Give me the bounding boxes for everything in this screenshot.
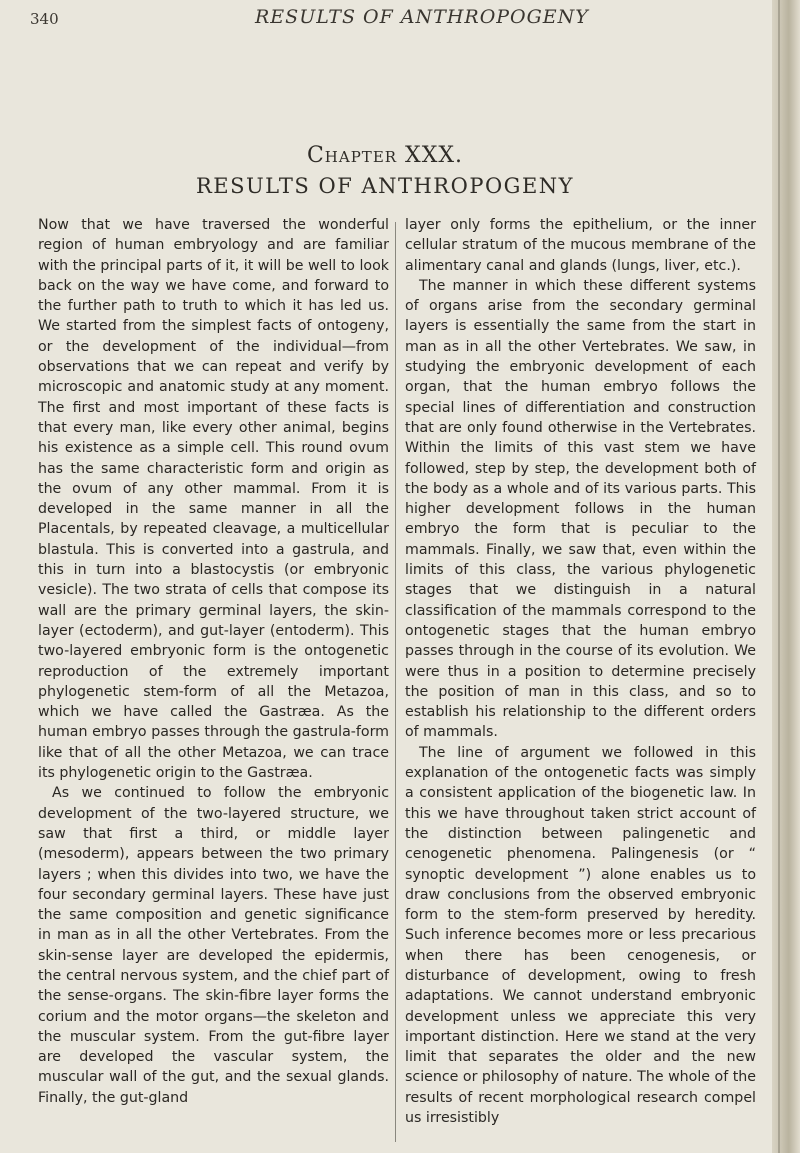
running-title: RESULTS OF ANTHROPOGENY [255, 6, 589, 28]
page-number: 340 [30, 10, 59, 28]
chapter-title: RESULTS OF ANTHROPOGENY [195, 174, 575, 198]
paragraph: As we continued to follow the embryonic development of the two-layered structure, we saw that first a third, or middle layer (mesoderm), appears between the two primary layers ; when this divides into two, we have the four secondary germinal layers. These have just the same composition and genetic significance in man as in all the other Vertebrates. From the skin-sense layer are developed the epidermis, the central nervous system, and the chief part of the sense-organs. The skin-fibre layer forms the corium and the motor organs—the skeleton and the muscular system. From the gut-fibre layer are developed the vascular system, the muscular wall of the gut, and the sexual glands. Finally, the gut-gland [38, 785, 389, 1106]
paragraph: The line of argument we followed in this explanation of the ontogenetic facts was simply a consistent application of the biogenetic law. In this we have throughout taken strict account of the distinction between palingenetic and cenogenetic phenomena. Palingenesis (or “ synoptic development ”) alone enables us to draw conclusions from the observed embryonic form to the stem-form preserved by heredity. Such inference becomes more or less precarious when there has been cenogenesis, or disturbance of development, owing to fresh adaptations. We cannot understand embryonic development unless we appreciate this very important distinction. Here we stand at the very limit that separates the older and the new science or philosophy of nature. The whole of the results of recent morphological research compel us irresistibly [405, 744, 756, 1127]
paragraph: layer only forms the epithelium, or the inner cellular stratum of the mucous membrane of the alimentary canal and glands (lungs, liver, etc.). [405, 217, 756, 274]
left-column [38, 215, 389, 1108]
book-page-edge [772, 0, 800, 1153]
running-head [30, 6, 770, 36]
right-column [405, 215, 756, 1128]
paragraph: Now that we have traversed the wonderful region of human embryology and are familiar with the principal parts of it, it will be well to look back on the way we have come, and forward to the further path to truth to which it has led us. We started from the simplest facts of ontogeny, or the development of the individual—from observations that we can repeat and verify by microscopic and anatomic study at any moment. The first and most important of these facts is that every man, like every other animal, begins his existence as a simple cell. This round ovum has the same characteristic form and origin as the ovum of any other mammal. From it is developed in the same manner in all the Placentals, by repeated cleavage, a multicellular blastula. This is converted into a gastrula, and this in turn into a blastocystis (or embryonic vesicle). The two strata of cells that compose its wall are the primary germinal layers, the skin-layer (ectoderm), and gut-layer (entoderm). This two-layered embryonic form is the ontogenetic reproduction of the extremely important phylogenetic stem-form of all the Metazoa, which we have called the Gastræa. As the human embryo passes through the gastrula-form like that of all the other Metazoa, we can trace its phylogenetic origin to the Gastræa. [38, 217, 389, 782]
paragraph: The manner in which these different systems of organs arise from the secondary germinal layers is essentially the same from the start in man as in all the other Vertebrates. We saw, in studying the embryonic development of each organ, that the human embryo follows the special lines of differentiation and construction that are only found otherwise in the Vertebrates. Within the limits of this vast stem we have followed, step by step, the development both of the body as a whole and of its various parts. This higher development follows in the human embryo the form that is peculiar to the mammals. Finally, we saw that, even within the limits of this class, the various phylogenetic stages that we distinguish in a natural classification of the mammals correspond to the ontogenetic stages that the human embryo passes through in the course of its evolution. We were thus in a position to determine precisely the position of man in this class, and so to establish his relationship to the different orders of mammals. [405, 277, 756, 741]
column-divider [395, 222, 396, 1142]
chapter-label: Chapter XXX. [306, 143, 464, 168]
